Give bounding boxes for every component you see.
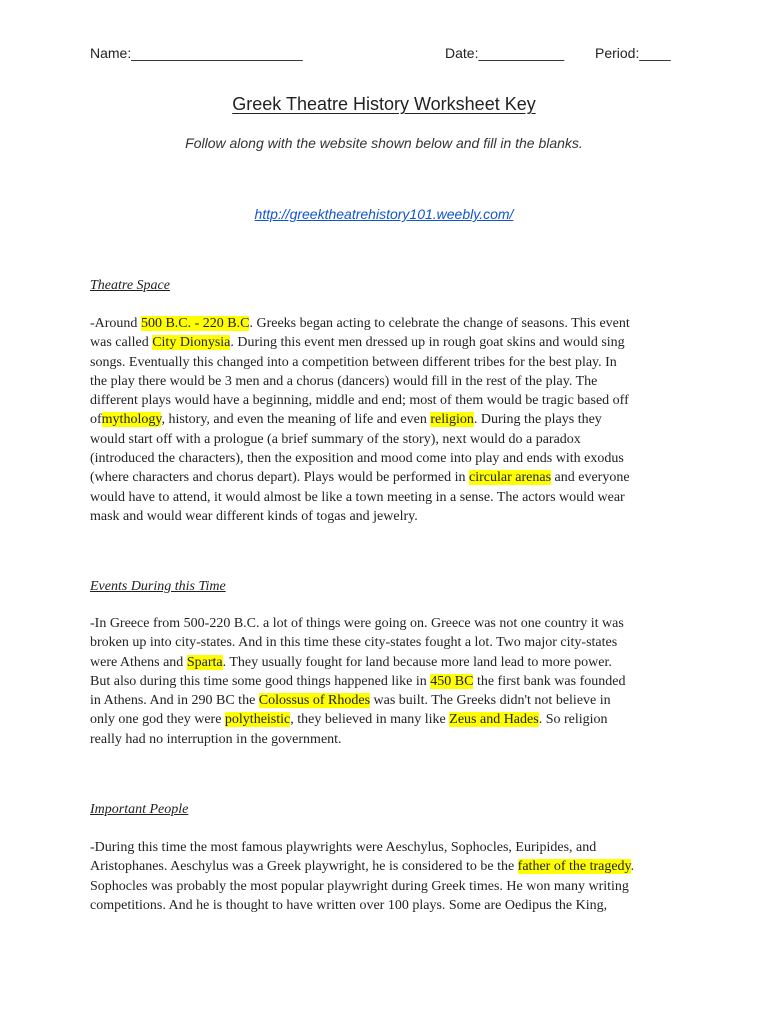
text-run: -During this time the most famous playwrights were Aeschylus, Sophocles, Euripides, and	[90, 840, 597, 855]
text-run: the play there would be 3 men and a chorus (dancers) would fill in the rest of the play. The	[90, 373, 598, 389]
page-title: Greek Theatre History Worksheet Key	[232, 94, 536, 114]
page-title-row	[0, 94, 768, 115]
text-run: . So religion	[538, 712, 608, 728]
highlighted-answer: 450 BC	[430, 673, 474, 689]
instructions-text: Follow along with the website shown below and fill in the blanks.	[185, 135, 583, 151]
paragraph-line	[90, 730, 686, 749]
text-run: competitions. And he is thought to have written over 100 plays. Some are Oedipus the King,	[90, 897, 608, 913]
section-paragraph-events	[90, 614, 686, 749]
paragraph-line	[90, 672, 686, 691]
paragraph-line	[90, 857, 686, 876]
text-run: would start off with a prologue (a brief summary of the story), next would do a paradox	[90, 431, 581, 447]
section-paragraph-important-people	[90, 838, 686, 915]
text-run: was called	[90, 335, 153, 351]
text-run: only one god they were	[90, 712, 225, 728]
text-run: of	[90, 412, 102, 428]
text-run: , they believed in many like	[290, 712, 450, 728]
text-run: were Athens and	[90, 654, 187, 670]
paragraph-line	[90, 372, 686, 391]
text-run: , history, and even the meaning of life and even	[161, 412, 431, 428]
text-run: (where characters and chorus depart). Plays would be performed in	[90, 470, 470, 486]
highlighted-answer: 500 B.C. - 220 B.C	[140, 316, 250, 331]
text-run: was built. The Greeks didn't not believe in	[370, 693, 611, 709]
text-run: broken up into city-states. And in this time these city-states fought a lot. Two major city-states	[90, 635, 618, 651]
section-heading-theatre-space: Theatre Space	[90, 278, 170, 293]
highlighted-answer: Sparta	[186, 654, 223, 670]
text-run: mask and would wear different kinds of togas and jewelry.	[90, 508, 418, 524]
highlighted-answer: Zeus and Hades	[449, 712, 539, 728]
text-run: in Athens. And in 290 BC the	[90, 693, 259, 709]
paragraph-line	[90, 614, 686, 633]
paragraph-line	[90, 691, 686, 710]
paragraph-line	[90, 353, 686, 372]
paragraph-line	[90, 488, 686, 507]
header-row	[90, 45, 678, 65]
text-run: would have to attend, it would almost be like a town meeting in a sense. The actors would wear	[90, 489, 625, 505]
paragraph-line	[90, 449, 686, 468]
text-run: different plays would have a beginning, middle and end; most of them would be tragic based off	[90, 393, 629, 409]
paragraph-line	[90, 710, 686, 729]
paragraph-line	[90, 410, 686, 429]
website-link[interactable]: http://greektheatrehistory101.weebly.com/	[254, 206, 514, 222]
text-run: . During this event men dressed up in rough goat skins and would sing	[230, 335, 625, 351]
section-heading-events: Events During this Time	[90, 579, 226, 594]
highlighted-answer: Colossus of Rhodes	[258, 693, 371, 709]
text-run: and everyone	[551, 470, 630, 486]
date-field-label: Date:___________	[445, 45, 565, 61]
highlighted-answer: City Dionysia	[152, 335, 231, 351]
text-run: songs. Eventually this changed into a competition between different tribes for the best play. In	[90, 354, 617, 370]
highlighted-answer: mythology	[101, 412, 162, 428]
text-run: really had no interruption in the government.	[90, 731, 342, 747]
highlighted-answer: polytheistic	[224, 712, 291, 728]
paragraph-line	[90, 653, 686, 672]
paragraph-line	[90, 468, 686, 487]
highlighted-answer: father of the tragedy	[517, 859, 631, 875]
paragraph-line	[90, 391, 686, 410]
text-run: -In Greece from 500-220 B.C. a lot of things were going on. Greece was not one country it was	[90, 616, 624, 631]
paragraph-line	[90, 314, 686, 333]
name-field-label: Name:______________________	[90, 45, 303, 61]
paragraph-line	[90, 333, 686, 352]
paragraph-line	[90, 507, 686, 526]
text-run: the first bank was founded	[473, 673, 626, 689]
paragraph-line	[90, 896, 686, 915]
text-run: But also during this time some good things happened like in	[90, 673, 431, 689]
text-run: . They usually fought for land because more land lead to more power.	[222, 654, 612, 670]
text-run: Aristophanes. Aeschylus was a Greek playwright, he is considered to be the	[90, 859, 518, 875]
paragraph-line	[90, 633, 686, 652]
text-run: -Around	[90, 316, 141, 331]
section-heading-important-people: Important People	[90, 802, 189, 817]
text-run: . Greeks began acting to celebrate the change of seasons. This event	[249, 316, 630, 331]
text-run: . During the plays they	[473, 412, 602, 428]
paragraph-line	[90, 838, 686, 857]
text-run: .	[630, 859, 635, 875]
text-run: Sophocles was probably the most popular playwright during Greek times. He won many writing	[90, 878, 629, 894]
paragraph-line	[90, 430, 686, 449]
text-run: (introduced the characters), then the exposition and mood come into play and ends with exodus	[90, 451, 624, 467]
section-paragraph-theatre-space	[90, 314, 686, 526]
paragraph-line	[90, 877, 686, 896]
highlighted-answer: circular arenas	[469, 470, 552, 486]
period-field-label: Period:____	[595, 45, 671, 61]
highlighted-answer: religion	[430, 412, 474, 428]
